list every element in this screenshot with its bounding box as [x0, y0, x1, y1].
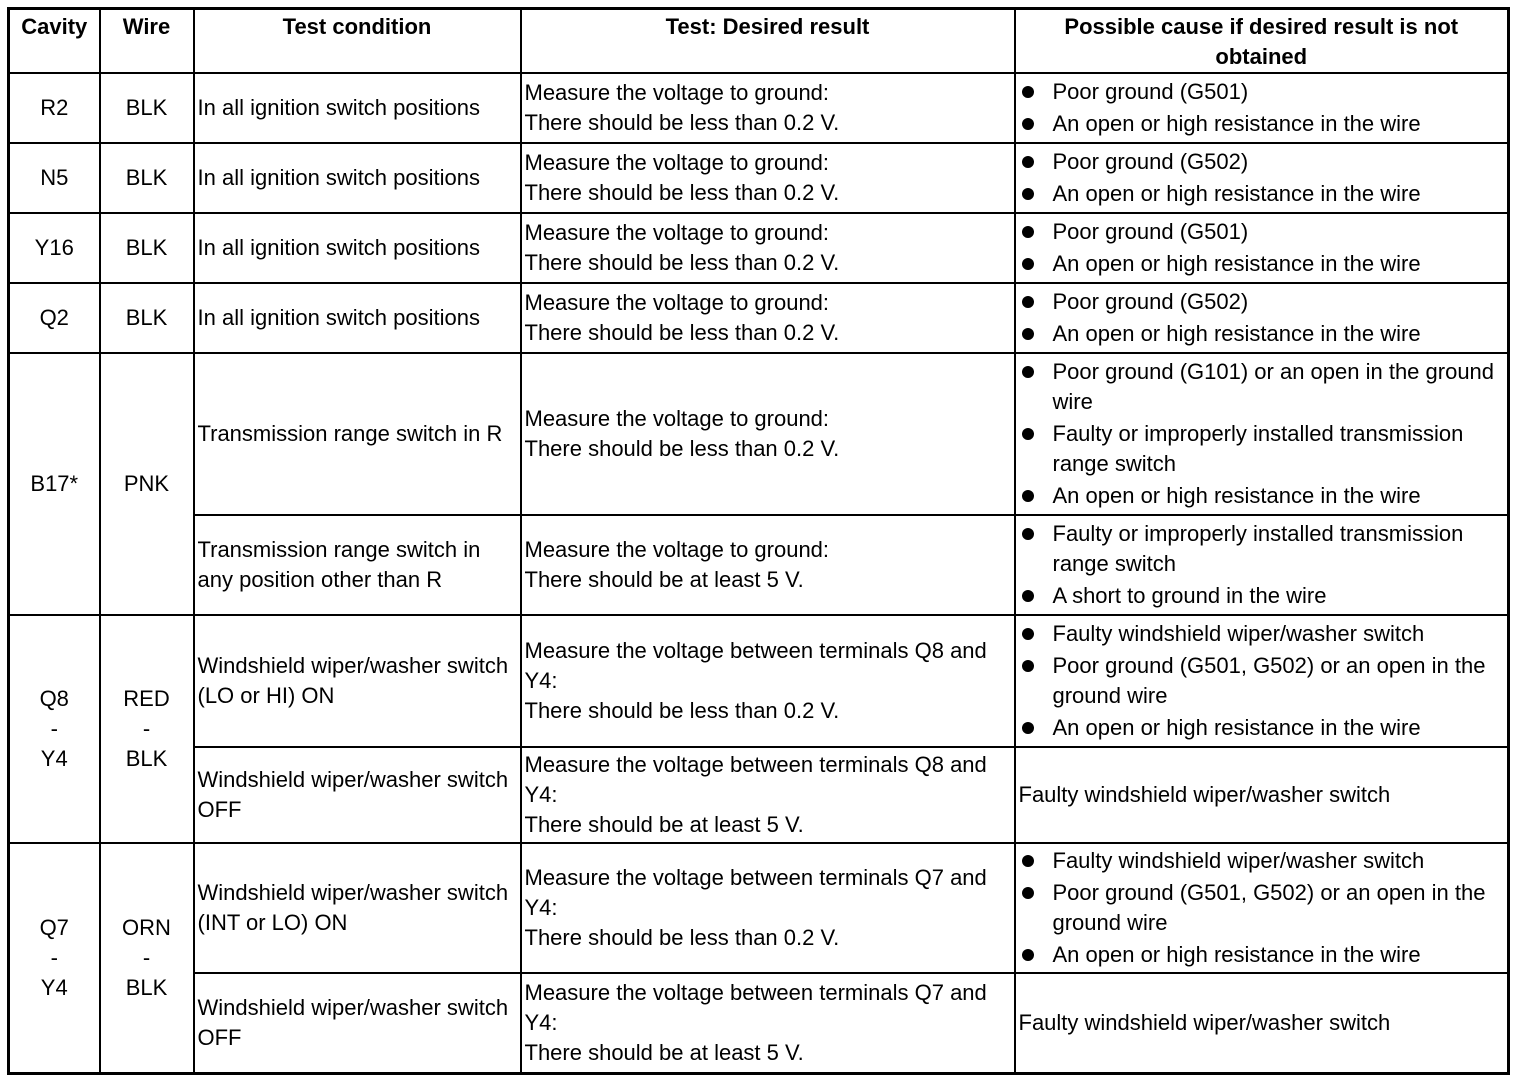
desired-result-line: Measure the voltage between terminals Q7 and Y4: [524, 865, 987, 920]
header-test-condition: Test condition [194, 9, 521, 74]
wire-color-label: ORN [122, 914, 171, 940]
desired-result-cell [521, 143, 1015, 213]
test-condition-cell: Windshield wiper/washer switch (LO or HI) ON [194, 615, 521, 747]
wire-color-label: BLK [125, 235, 168, 260]
cause-list-item: An open or high resistance in the wire [1019, 249, 1505, 279]
wire-color-label: BLK [125, 165, 168, 190]
cavity-cell [9, 615, 100, 843]
cavity-label: Q7 [39, 914, 69, 940]
table-row [9, 353, 1509, 515]
desired-result-line: Measure the voltage to ground: [524, 537, 830, 562]
desired-result-cell [521, 353, 1015, 515]
wire-color-label: BLK [125, 746, 168, 771]
cavity-cell [9, 353, 100, 615]
possible-cause-cell [1015, 515, 1509, 615]
wire-cell [100, 353, 194, 615]
cause-list-item: Poor ground (G502) [1019, 287, 1505, 317]
possible-cause-cell: Faulty windshield wiper/washer switch [1015, 747, 1509, 843]
cause-list-item: Poor ground (G101) or an open in the ground wire [1019, 357, 1505, 417]
wire-color-label: RED [123, 686, 170, 711]
test-condition-cell: Transmission range switch in any position other than R [194, 515, 521, 615]
table-row [9, 615, 1509, 747]
test-condition-cell: In all ignition switch positions [194, 73, 521, 143]
desired-result-line: Measure the voltage to ground: [524, 220, 830, 245]
wire-color-label: PNK [123, 471, 170, 496]
cause-list [1019, 619, 1505, 743]
cavity-cell [9, 213, 100, 283]
wire-cell [100, 283, 194, 353]
cause-list-item: An open or high resistance in the wire [1019, 481, 1505, 511]
desired-result-line: There should be less than 0.2 V. [524, 110, 840, 135]
cause-list-item: A short to ground in the wire [1019, 581, 1505, 611]
desired-result-line: There should be less than 0.2 V. [524, 436, 840, 461]
test-condition-cell: In all ignition switch positions [194, 213, 521, 283]
desired-result-line: There should be at least 5 V. [524, 1039, 804, 1065]
cause-list-item: An open or high resistance in the wire [1019, 179, 1505, 209]
cause-list [1019, 357, 1505, 511]
desired-result-line: There should be less than 0.2 V. [524, 698, 840, 723]
cavity-label: R2 [40, 95, 69, 120]
table-header-row [9, 9, 1509, 74]
cause-list-item: Faulty or improperly installed transmission range switch [1019, 419, 1505, 479]
wire-cell [100, 213, 194, 283]
cavity-cell [9, 73, 100, 143]
desired-result-line: Measure the voltage to ground: [524, 290, 830, 315]
cavity-label: - [50, 716, 58, 741]
possible-cause-cell [1015, 843, 1509, 973]
cause-list-item: An open or high resistance in the wire [1019, 713, 1505, 743]
desired-result-line: Measure the voltage between terminals Q8 and Y4: [524, 752, 987, 807]
table-row [9, 843, 1509, 973]
cause-list-item: An open or high resistance in the wire [1019, 940, 1505, 970]
cause-list [1019, 147, 1505, 209]
cause-list [1019, 519, 1505, 611]
desired-result-cell [521, 973, 1015, 1073]
cause-list [1019, 287, 1505, 349]
wire-cell [100, 143, 194, 213]
table-row [9, 283, 1509, 353]
possible-cause-cell [1015, 213, 1509, 283]
wire-color-label: BLK [125, 974, 168, 1000]
desired-result-cell [521, 515, 1015, 615]
desired-result-line: There should be less than 0.2 V. [524, 320, 840, 345]
cavity-label: - [50, 944, 58, 970]
cause-list-item: Poor ground (G501, G502) or an open in the ground wire [1019, 651, 1505, 711]
header-cavity: Cavity [9, 9, 100, 74]
desired-result-line: There should be less than 0.2 V. [524, 250, 840, 275]
header-wire: Wire [100, 9, 194, 74]
desired-result-line: There should be at least 5 V. [524, 812, 804, 837]
diagnostic-test-table [7, 7, 1510, 1075]
desired-result-line: Measure the voltage to ground: [524, 80, 830, 105]
desired-result-cell [521, 615, 1015, 747]
desired-result-line: Measure the voltage to ground: [524, 406, 830, 431]
cause-list-item: An open or high resistance in the wire [1019, 109, 1505, 139]
possible-cause-cell [1015, 73, 1509, 143]
cause-list-item: An open or high resistance in the wire [1019, 319, 1505, 349]
possible-cause-cell: Faulty windshield wiper/washer switch [1015, 973, 1509, 1073]
cavity-label: Q2 [39, 305, 69, 330]
header-possible-cause: Possible cause if desired result is not obtained [1015, 9, 1509, 74]
cause-list [1019, 77, 1505, 139]
table-row [9, 747, 1509, 843]
possible-cause-cell [1015, 353, 1509, 515]
desired-result-cell [521, 213, 1015, 283]
possible-cause-cell [1015, 615, 1509, 747]
cause-list [1019, 846, 1505, 970]
cause-list-item: Poor ground (G501) [1019, 77, 1505, 107]
cavity-label: Y16 [34, 235, 74, 260]
header-desired-result: Test: Desired result [521, 9, 1015, 74]
test-condition-cell: Transmission range switch in R [194, 353, 521, 515]
desired-result-cell [521, 283, 1015, 353]
table-row [9, 143, 1509, 213]
desired-result-line: Measure the voltage to ground: [524, 150, 830, 175]
wire-cell [100, 73, 194, 143]
cause-list-item: Faulty or improperly installed transmission range switch [1019, 519, 1505, 579]
cavity-label: Y4 [40, 974, 68, 1000]
desired-result-cell [521, 843, 1015, 973]
table-body [9, 73, 1509, 1073]
cavity-label: Q8 [39, 686, 69, 711]
cause-list-item: Poor ground (G501) [1019, 217, 1505, 247]
wire-cell [100, 615, 194, 843]
test-condition-cell: Windshield wiper/washer switch OFF [194, 747, 521, 843]
cause-list-item: Poor ground (G501, G502) or an open in the ground wire [1019, 878, 1505, 938]
cause-list-item: Faulty windshield wiper/washer switch [1019, 619, 1505, 649]
test-condition-cell: In all ignition switch positions [194, 143, 521, 213]
wire-color-label: - [142, 716, 151, 741]
cavity-cell [9, 843, 100, 1073]
wire-cell [100, 843, 194, 1073]
test-condition-cell: Windshield wiper/washer switch OFF [194, 973, 521, 1073]
table-row [9, 973, 1509, 1073]
desired-result-line: Measure the voltage between terminals Q8 and Y4: [524, 638, 987, 693]
cause-list-item: Faulty windshield wiper/washer switch [1019, 846, 1505, 876]
test-condition-cell: In all ignition switch positions [194, 283, 521, 353]
possible-cause-cell [1015, 283, 1509, 353]
desired-result-line: Measure the voltage between terminals Q7 and Y4: [524, 979, 987, 1035]
table-row [9, 73, 1509, 143]
desired-result-cell [521, 747, 1015, 843]
wire-color-label: BLK [125, 305, 168, 330]
table-row [9, 213, 1509, 283]
table-row [9, 515, 1509, 615]
wire-color-label: - [142, 944, 151, 970]
desired-result-line: There should be less than 0.2 V. [524, 925, 840, 950]
possible-cause-cell [1015, 143, 1509, 213]
cause-list [1019, 217, 1505, 279]
cause-list-item: Poor ground (G502) [1019, 147, 1505, 177]
cavity-label: Y4 [40, 746, 68, 771]
desired-result-line: There should be at least 5 V. [524, 567, 804, 592]
cavity-label: N5 [40, 165, 69, 190]
desired-result-line: There should be less than 0.2 V. [524, 180, 840, 205]
cavity-label: B17* [30, 471, 79, 496]
cavity-cell [9, 283, 100, 353]
wire-color-label: BLK [125, 95, 168, 120]
cavity-cell [9, 143, 100, 213]
desired-result-cell [521, 73, 1015, 143]
test-condition-cell: Windshield wiper/washer switch (INT or LO) ON [194, 843, 521, 973]
